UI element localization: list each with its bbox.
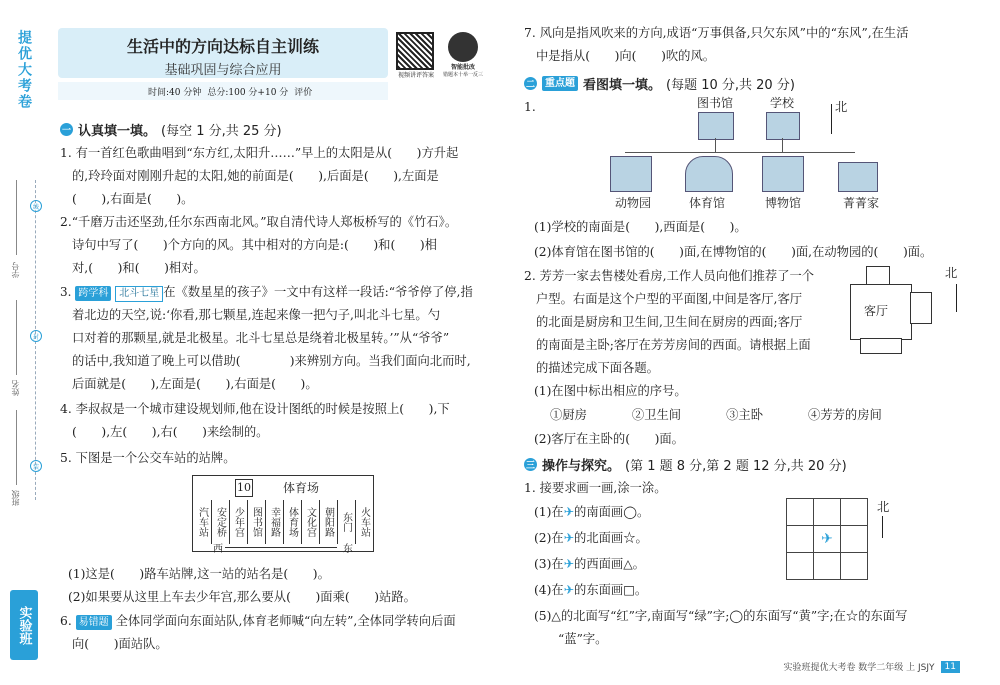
text-line: 后面就是( ),左面是( ),右面是( )。 [72,377,318,391]
worksheet-header [58,28,488,104]
rating-label: 评价 [294,87,313,98]
room-box[interactable] [860,338,902,354]
question-5: 5. 下图是一个公交车站的站牌。 [60,451,236,465]
smart-grade-block [440,32,486,78]
north-label: 北 [945,266,958,280]
library-icon [698,112,734,140]
section-number: 三 [524,458,537,471]
question-3: 3. 跨学科 北斗七星 在《数星星的孩子》一文中有这样一段话:“爷爷停了停,指 着北边的天空,说:‘你看,那七颗星,连起来像一把勺子,叫北斗七星。勺 口对着的那颗星,就是北极星。北斗七星总是绕着北极星转。’”从“爷爷” 的话中,我知道了晚上可以借助( )来辨别方向。当我们面向北而时, 后面就是( ),左面是( ),右面是( )。 [60,281,500,396]
text-line: 口对着的那颗星,就是北极星。北斗七星总是绕着北极星转。’”从“爷爷” [72,331,450,345]
west-label: 西 [213,544,223,555]
text-line: 的话中,我知道了晚上可以借助( )来辨别方向。当我们面向北而时, [72,354,471,368]
text-line: ( ),右面是( )。 [72,192,194,206]
text: 的南面画◯。 [574,505,650,519]
field-id-label: 学号 [11,262,20,278]
question-1 [60,142,500,211]
text-line: 的,玲玲面对刚刚升起的太阳,她的前面是( ),后面是( ),左面是 [72,169,439,183]
north-label: 北 [877,500,890,514]
label-zoo: 动物园 [614,196,651,210]
north-arrow-icon [956,284,957,312]
text-line: 的南面是主卧;客厅在芳芳房间的西面。请根据上面 [536,338,811,352]
smart-grade-sub: 错题本十举一反三 [442,72,483,78]
text-line: 的描述完成下面各题。 [536,361,659,375]
key-tag: 重点题 [542,76,578,91]
road [715,138,716,152]
bus-stop-sign [192,475,374,555]
binding-sidebar [0,0,50,685]
label-home: 菁菁家 [842,196,879,210]
north-arrow-icon [882,516,883,538]
smart-grade-label: 智能批改 [450,64,475,71]
label-stadium: 体育馆 [688,196,725,210]
zoo-icon [610,156,652,192]
stop-cell: 朝阳路 [319,500,338,544]
room-box[interactable] [866,266,890,286]
problem-1-num: 1. [524,100,536,114]
text: (3)在 [534,557,564,571]
text-line: 对,( )和( )相对。 [72,261,206,275]
text-line: 诗句中写了( )个方向的风。其中相对的方向是:( )和( )相 [72,238,437,252]
brand-bottom: 实验班 [10,590,38,660]
stop-cell: 图书馆 [247,500,266,544]
map-figure [600,94,900,212]
brand-top: 提优大考卷 [16,30,32,110]
task-1c [534,553,645,576]
text: (1)在 [534,505,564,519]
question-6: 6. 易错题 全体同学面向东面站队,体育老师喊“向左转”,全体同学转向后面 向( )面站队。 [60,610,500,656]
text-line: 向( )面站队。 [72,637,168,651]
option-master-bedroom: ③主卧 [726,408,764,422]
stop-cell: 少年宫 [229,500,248,544]
text-line: 1. 有一首红色歌曲唱到“东方红,太阳升……”早上的太阳是从( )方升起 [60,146,459,160]
problem-2b: (2)客厅在主卧的( )面。 [534,432,684,446]
text-line: 户型。右面是这个户型的平面图,中间是客厅,客厅 [536,292,803,306]
task-1a [534,501,649,524]
road [782,138,783,152]
direction-arrow [225,547,337,548]
task-1b [534,527,648,550]
question-2 [60,211,500,280]
text-line: 在《数星星的孩子》一文中有这样一段话:“爷爷停了停,指 [163,285,473,299]
text-line: 着北边的天空,说:‘你看,那七颗星,连起来像一把勺子,叫北斗七星。勺 [72,308,441,322]
section-number: 二 [524,77,537,90]
mistake-tag: 易错题 [76,615,112,630]
section-3-heading [524,455,847,474]
field-class-label: 班级 [11,490,20,506]
smart-grade-icon [448,32,478,62]
section-note: (第 1 题 8 分,第 2 题 12 分,共 20 分) [625,459,847,474]
task-1d [534,579,647,602]
text: (2)在 [534,531,564,545]
section-2-heading [524,74,795,93]
section-number: 一 [60,123,73,136]
drawing-grid[interactable] [786,498,868,580]
text-line: 的北面是厨房和卫生间,卫生间在厨房的西面;客厅 [536,315,803,329]
qr-label: 视频讲评答案 [397,72,434,79]
text: (4)在 [534,583,564,597]
school-icon [766,112,800,140]
floor-plan [850,266,940,354]
text: 的东面画□。 [574,583,648,597]
museum-icon [762,156,804,192]
page-subtitle: 基础巩固与综合应用 [164,63,282,78]
label-museum: 博物馆 [764,196,801,210]
title-box [58,28,388,78]
question-5a: (1)这是( )路车站牌,这一站的站名是( )。 [68,567,330,581]
text-line: 2.“千磨万击还坚劲,任尔东西南北风。”取自清代诗人郑板桥写的《竹石》。 [60,215,458,229]
question-4 [60,398,500,444]
route-number: 10 [235,479,253,497]
section-1-heading [60,120,282,139]
stop-cell: 汽车站 [193,500,212,544]
stop-cell: 火车站 [355,500,374,544]
stop-cell: 幸福路 [265,500,284,544]
room-options [550,404,950,427]
north-label: 北 [835,100,848,114]
option-fangfang-room: ④芳芳的房间 [808,408,882,422]
road [625,152,855,153]
qr-block[interactable] [396,32,436,79]
airplane-icon: ✈ [563,583,575,597]
stop-cell: 体育场 [283,500,302,544]
text-line: (5)△的北面写“红”字,南面写“绿”字;◯的东面写“黄”字;在☆的东面写 [534,609,908,623]
stop-cell: 安定桥 [211,500,230,544]
text: 的北面画☆。 [574,531,648,545]
airplane-icon: ✈ [814,526,841,553]
section-note: (每空 1 分,共 25 分) [161,124,282,139]
stop-cell: 东门 [337,500,356,544]
text: 的西面画△。 [574,557,645,571]
room-box[interactable] [910,292,932,324]
task-1e [534,605,964,651]
footer [783,660,960,673]
stop-cell: 文化宫 [301,500,320,544]
seal-mark: 装 [30,460,42,472]
problem-2 [524,265,844,380]
section-title: 看图填一填。 [583,78,662,93]
label-school: 学校 [769,96,794,110]
cross-subject-tag: 跨学科 [75,286,111,301]
field-name-line[interactable] [16,300,17,375]
living-room-label: 客厅 [864,304,889,318]
label-library: 图书馆 [696,96,733,110]
meta-bar [58,82,388,100]
section-title: 认真填一填。 [78,124,157,139]
field-id-line[interactable] [16,180,17,255]
page-number: 11 [941,661,960,673]
field-class-line[interactable] [16,410,17,485]
stadium-icon [685,156,733,192]
text-line: 全体同学面向东面站队,体育老师喊“向左转”,全体同学转向后面 [115,614,456,628]
question-7 [524,22,964,68]
page-title: 生活中的方向达标自主训练 [126,37,319,56]
seal-mark: 封 [30,330,42,342]
option-kitchen: ①厨房 [550,408,587,422]
text-line: “蓝”字。 [558,632,608,646]
seal-mark: 线 [30,200,42,212]
east-label: 东 [343,544,353,555]
field-name-label: 姓名 [11,380,20,396]
text-line: 7. 风向是指风吹来的方向,成语“万事俱备,只欠东风”中的“东风”,在生活 [524,26,909,40]
text-line: 2. 芳芳一家去售楼处看房,工作人员向他们推荐了一个 [524,269,815,283]
airplane-icon: ✈ [563,505,575,519]
question-5b: (2)如果要从这里上车去少年宫,那么要从( )面乘( )站路。 [68,590,416,604]
problem-2a: (1)在图中标出相应的序号。 [534,384,687,398]
text-line: 中是指从( )向( )吹的风。 [536,49,716,63]
text-line: 4. 李叔叔是一个城市建设规划师,他在设计图纸的时候是按照上( ),下 [60,402,450,416]
task-1: 1. 接要求画一画,涂一涂。 [524,481,667,495]
section-note: (每题 10 分,共 20 分) [666,78,795,93]
total-score: 总分:100 分+10 分 [207,87,289,98]
problem-1b: (2)体育馆在图书馆的( )面,在博物馆的( )面,在动物园的( )面。 [534,245,933,259]
airplane-icon: ✈ [563,557,575,571]
qr-code-icon[interactable] [396,32,434,70]
footer-text: 实验班提优大考卷 数学二年级 上 JSJY [783,663,935,673]
airplane-icon: ✈ [563,531,575,545]
time-limit: 时间:40 分钟 [148,87,202,98]
topic-tag: 北斗七星 [115,286,163,302]
stop-name: 体育场 [283,481,320,495]
text-line: ( ),左( ),右( )来绘制的。 [72,425,269,439]
section-title: 操作与探究。 [542,459,621,474]
option-bathroom: ②卫生间 [631,408,682,422]
house-icon [838,162,878,192]
problem-1a: (1)学校的南面是( ),西面是( )。 [534,220,747,234]
